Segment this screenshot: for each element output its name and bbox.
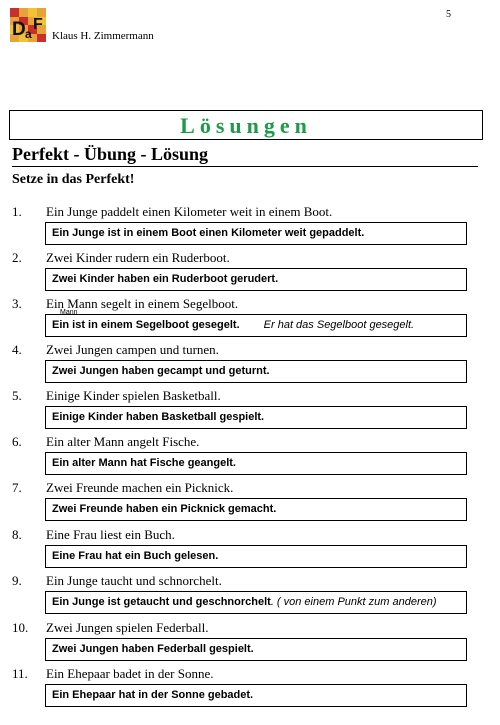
exercise-number: 4. bbox=[12, 342, 22, 357]
exercise-number: 9. bbox=[12, 573, 22, 588]
answer-text: Eine Frau hat ein Buch gelesen. bbox=[52, 550, 219, 562]
page-title: Lösungen bbox=[9, 110, 483, 140]
answer-box bbox=[45, 498, 467, 521]
answer-text: Zwei Freunde haben ein Picknick gemacht. bbox=[52, 503, 277, 515]
answer-box bbox=[45, 591, 467, 614]
page-number: 5 bbox=[446, 9, 451, 20]
exercise-number: 2. bbox=[12, 250, 22, 265]
exercise-number: 10. bbox=[12, 620, 29, 635]
exercise-prompt: Einige Kinder spielen Basketball. bbox=[46, 388, 221, 403]
answer-text: Zwei Jungen haben gecampt und geturnt. bbox=[52, 365, 270, 377]
exercise-prompt: Zwei Jungen spielen Federball. bbox=[46, 620, 209, 635]
exercise-number: 11. bbox=[12, 666, 28, 681]
svg-text:D: D bbox=[12, 19, 26, 40]
answer-text: Ein Junge ist getaucht und geschnorchelt bbox=[52, 596, 271, 608]
exercise-prompt: Ein Ehepaar badet in der Sonne. bbox=[46, 666, 214, 681]
exercise-number: 8. bbox=[12, 527, 22, 542]
exercise-instruction: Setze in das Perfekt! bbox=[12, 172, 135, 187]
exercise-number: 6. bbox=[12, 434, 22, 449]
exercise-prompt: Zwei Jungen campen und turnen. bbox=[46, 342, 219, 357]
answer-text: Zwei Jungen haben Federball gespielt. bbox=[52, 643, 254, 655]
answer-text: Ein Ehepaar hat in der Sonne gebadet. bbox=[52, 689, 254, 701]
author-name: Klaus H. Zimmermann bbox=[52, 30, 154, 42]
answer-box bbox=[45, 360, 467, 383]
exercise-prompt: Ein Mann segelt in einem Segelboot. bbox=[46, 296, 239, 311]
answer-box bbox=[45, 222, 467, 245]
svg-text:a: a bbox=[25, 27, 32, 41]
answer-text: Ein alter Mann hat Fische geangelt. bbox=[52, 457, 236, 469]
exercise-number: 3. bbox=[12, 296, 22, 311]
answer-box bbox=[45, 309, 467, 337]
exercise-prompt: Eine Frau liest ein Buch. bbox=[46, 527, 175, 542]
answer-box bbox=[45, 452, 467, 475]
exercise-prompt: Ein Junge taucht und schnorchelt. bbox=[46, 573, 222, 588]
answer-text: Ein ist in einem Segelboot gesegelt. bbox=[52, 319, 240, 331]
answer-extra: . ( von einem Punkt zum anderen) bbox=[270, 596, 437, 608]
exercise-prompt: Ein alter Mann angelt Fische. bbox=[46, 434, 200, 449]
exercise-prompt: Ein Junge paddelt einen Kilometer weit in einem Boot. bbox=[46, 204, 333, 219]
exercise-number: 1. bbox=[12, 204, 22, 219]
answer-box bbox=[45, 545, 467, 568]
daf-logo bbox=[10, 8, 46, 42]
answer-text: Ein Junge ist in einem Boot einen Kilometer weit gepaddelt. bbox=[52, 227, 365, 239]
section-subtitle: Perfekt - Übung - Lösung bbox=[12, 143, 478, 167]
exercise-number: 5. bbox=[12, 388, 22, 403]
answer-box bbox=[45, 684, 467, 707]
answer-text: Einige Kinder haben Basketball gespielt. bbox=[52, 411, 265, 423]
answer-note: Mann bbox=[60, 309, 78, 316]
exercise-number: 7. bbox=[12, 480, 22, 495]
exercise-prompt: Zwei Kinder rudern ein Ruderboot. bbox=[46, 250, 230, 265]
answer-box bbox=[45, 638, 467, 661]
answer-extra: Er hat das Segelboot gesegelt. bbox=[263, 319, 415, 331]
answer-box bbox=[45, 406, 467, 429]
exercise-prompt: Zwei Freunde machen ein Picknick. bbox=[46, 480, 234, 495]
answer-box bbox=[45, 268, 467, 291]
svg-text:F: F bbox=[33, 16, 43, 33]
answer-text: Zwei Kinder haben ein Ruderboot gerudert. bbox=[52, 273, 279, 285]
